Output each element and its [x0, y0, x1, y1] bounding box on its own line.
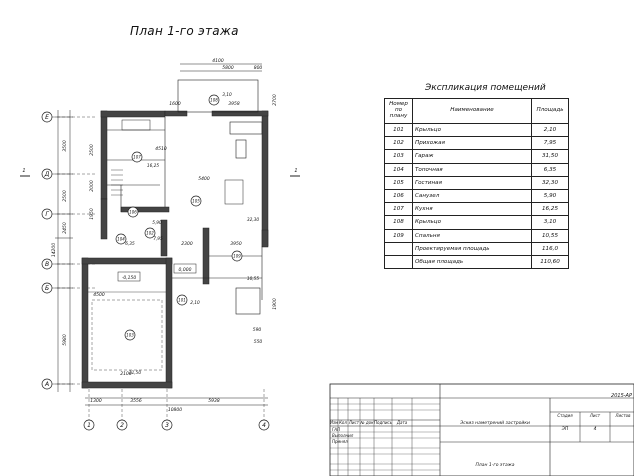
- dim-text: 1300: [90, 399, 102, 404]
- stamp-sheet: 4: [593, 427, 597, 432]
- stamp-header: Кол: [339, 420, 347, 425]
- wall: [82, 258, 172, 264]
- room-number: 106: [385, 189, 413, 202]
- axis-number: 4: [262, 422, 266, 429]
- section-label: 1: [22, 168, 26, 174]
- dim-text: 1900: [273, 298, 278, 310]
- dim-text: 5938: [208, 399, 220, 404]
- room-area-label: 10,55: [246, 277, 260, 282]
- room-number: 105: [385, 176, 413, 189]
- stamp-role: Выполнил: [332, 433, 354, 438]
- axis-letter: Е: [45, 114, 49, 121]
- room-area-label: 2,10: [190, 301, 200, 306]
- stamp-sheets-header: Листов: [615, 413, 631, 418]
- room-name: Гостиная: [413, 176, 532, 189]
- dim-text: 5980: [63, 334, 68, 346]
- wall: [82, 382, 172, 388]
- room-tag-number: 108: [210, 97, 218, 103]
- dim-text: 2100: [120, 372, 132, 377]
- plan-title: План 1-го этажа: [130, 24, 239, 38]
- total-name: Общая площадь: [413, 255, 532, 268]
- stamp-role: Принял: [332, 439, 348, 444]
- stamp-header: Подпись: [374, 420, 392, 425]
- room-name: Крыльцо: [413, 216, 532, 229]
- dim-text: 2450: [63, 222, 68, 234]
- room-area-label: 5,90: [152, 221, 162, 226]
- dim-text: 550: [253, 340, 263, 345]
- room-name: Топочная: [413, 163, 532, 176]
- dim-text: 5800: [222, 66, 234, 71]
- axis-number: 2: [120, 422, 124, 429]
- dim-text: 2300: [181, 242, 193, 247]
- room-number: 109: [385, 229, 413, 242]
- axis-letter: А: [44, 381, 50, 388]
- level-mark: -0,150: [121, 276, 137, 281]
- room-number: 102: [385, 137, 413, 150]
- room-area-label: 6,35: [125, 242, 135, 247]
- room-area: 6,35: [532, 163, 569, 176]
- dim-text: 10800: [167, 408, 183, 413]
- kitchen-island: [236, 140, 246, 158]
- room-name: Гараж: [413, 150, 532, 163]
- total-area: 116,0: [532, 242, 569, 255]
- axis-number: 1: [87, 422, 91, 429]
- dim-text: 5400: [198, 177, 210, 182]
- room-area-label: 3,10: [222, 93, 232, 98]
- porch-outline: [178, 80, 258, 112]
- stamp-header: Изм: [329, 420, 339, 425]
- room-tag-number: 106: [129, 209, 137, 215]
- dim-text: 2500: [90, 144, 95, 156]
- room-area: 32,30: [532, 176, 569, 189]
- dim-text: 1950: [90, 208, 95, 220]
- dim-text: 3950: [230, 242, 242, 247]
- room-name: Кухня: [413, 203, 532, 216]
- room-area: 7,95: [532, 137, 569, 150]
- room-tag-number: 105: [192, 198, 200, 204]
- dining-table: [225, 180, 243, 204]
- dim-text: 14200: [52, 242, 57, 258]
- room-number: 103: [385, 150, 413, 163]
- stamp-header: Лист: [348, 420, 360, 425]
- dim-text: 2000: [90, 180, 95, 192]
- stamp-header: Дата: [396, 420, 408, 425]
- dim-text: 2700: [273, 94, 278, 106]
- dim-text: 4100: [212, 59, 224, 64]
- dim-text: 2500: [63, 190, 68, 202]
- room-area: 10,55: [532, 229, 569, 242]
- room-tag-number: 107: [133, 154, 141, 160]
- room-name: Спальня: [413, 229, 532, 242]
- wall: [166, 258, 172, 388]
- dim-text: 800: [253, 66, 263, 71]
- room-area-label: 7,95: [153, 237, 163, 242]
- explication-title: Экспликация помещений: [425, 83, 546, 93]
- room-area-label: 16,25: [146, 164, 160, 169]
- level-mark: 0,000: [178, 268, 192, 273]
- wall: [101, 199, 107, 239]
- wall: [262, 230, 268, 247]
- dim-text: 4500: [93, 293, 105, 298]
- room-area: 31,50: [532, 150, 569, 163]
- total-name: Проектируемая площадь: [413, 242, 532, 255]
- room-area: 16,25: [532, 203, 569, 216]
- dim-text: 3958: [228, 102, 240, 107]
- dim-text: 3500: [63, 140, 68, 152]
- stamp-code: 2015-АР: [611, 393, 632, 399]
- room-area: 3,10: [532, 216, 569, 229]
- kitchen-counter: [230, 122, 262, 134]
- room-name: Прихожая: [413, 137, 532, 150]
- wall: [82, 258, 88, 388]
- axis-letter: Г: [45, 211, 49, 218]
- room-tag-number: 104: [117, 236, 125, 242]
- furniture: [122, 120, 150, 130]
- porch-outline: [236, 288, 260, 314]
- room-tag-number: 109: [233, 253, 241, 259]
- stamp-stage-header: Стадия: [557, 413, 573, 418]
- header-number: Номер по плану: [385, 99, 413, 124]
- stamp-role: ГАП: [332, 427, 340, 432]
- axis-letter: В: [44, 261, 50, 268]
- header-area: Площадь: [532, 99, 569, 124]
- room-area-label: 32,30: [246, 218, 260, 223]
- room-name: Крыльцо: [413, 124, 532, 137]
- room-tag-number: 101: [178, 297, 186, 303]
- stamp-project: Эскиз наметрений застройки: [460, 421, 530, 426]
- dim-text: 1600: [169, 102, 181, 107]
- dim-text: 4510: [155, 147, 167, 152]
- wall: [101, 111, 165, 117]
- wall: [262, 111, 268, 246]
- room-number: 107: [385, 203, 413, 216]
- room-number: 101: [385, 124, 413, 137]
- header-name: Наименование: [413, 99, 532, 124]
- room-area: 5,90: [532, 189, 569, 202]
- room-tag-number: 103: [126, 332, 134, 338]
- section-label: 1: [294, 168, 298, 174]
- stamp-sheet-header: Лист: [589, 413, 601, 418]
- axis-number: 3: [165, 422, 169, 429]
- stamp-header: № док: [360, 420, 374, 425]
- stamp-sheet-title: План 1-го этажа: [475, 463, 515, 468]
- axis-letter: Б: [44, 285, 50, 292]
- axis-letter: Д: [44, 171, 50, 178]
- dim-text: 590: [252, 328, 262, 333]
- room-area-label: 31,50: [128, 371, 142, 376]
- room-name: Санузел: [413, 189, 532, 202]
- dim-text: 3556: [130, 399, 142, 404]
- room-area: 2,10: [532, 124, 569, 137]
- room-number: 104: [385, 163, 413, 176]
- total-area: 110,60: [532, 255, 569, 268]
- stamp-stage: ЭП: [561, 427, 569, 432]
- wall: [101, 111, 107, 199]
- room-number: 108: [385, 216, 413, 229]
- room-tag-number: 102: [146, 230, 154, 236]
- wall: [203, 228, 209, 284]
